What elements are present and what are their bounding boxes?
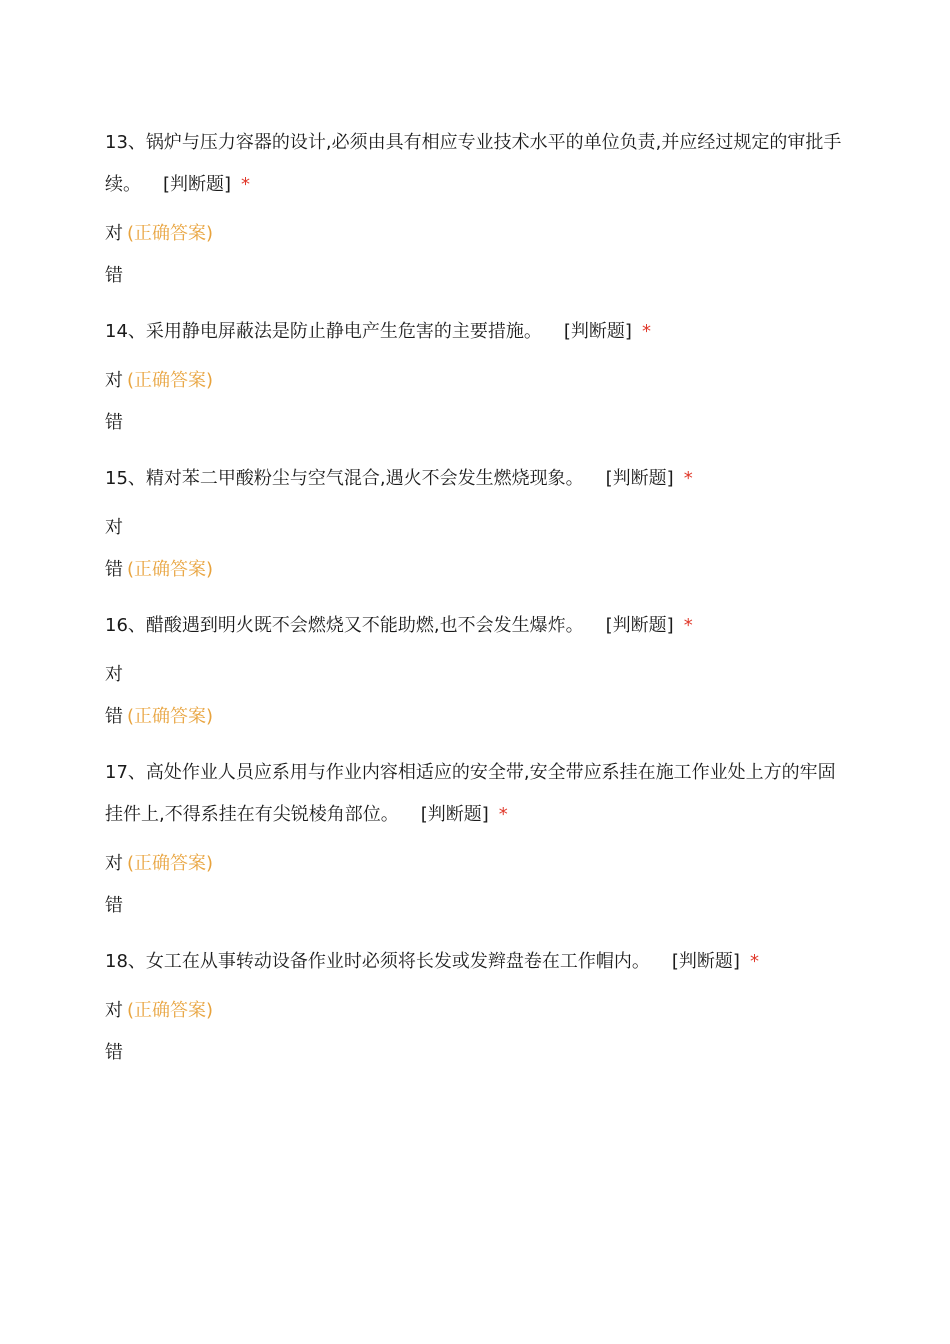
question-type-tag: [判断题] — [605, 468, 674, 489]
question-text: 锅炉与压力容器的设计,必须由具有相应专业技术水平的单位负责,并应经过规定的审批手续。 — [105, 132, 842, 195]
required-asterisk: * — [749, 951, 759, 972]
option-label: 对 — [105, 853, 123, 874]
correct-answer-mark: (正确答案) — [127, 1000, 214, 1021]
option-label: 对 — [105, 370, 123, 391]
question-type-tag: [判断题] — [163, 174, 232, 195]
option-false[interactable] — [105, 704, 213, 730]
option-label: 错 — [105, 412, 123, 433]
question-type-tag: [判断题] — [605, 615, 674, 636]
option-true[interactable] — [105, 851, 213, 877]
question-number: 15、 — [105, 468, 146, 489]
question-type-tag: [判断题] — [671, 951, 740, 972]
option-false[interactable] — [105, 1040, 127, 1066]
option-false[interactable] — [105, 893, 127, 919]
question-15 — [105, 458, 850, 500]
option-label: 错 — [105, 706, 123, 727]
option-label: 对 — [105, 1000, 123, 1021]
option-true[interactable] — [105, 515, 127, 541]
question-number: 13、 — [105, 132, 146, 153]
correct-answer-mark: (正确答案) — [127, 559, 214, 580]
required-asterisk: * — [498, 804, 508, 825]
required-asterisk: * — [641, 321, 651, 342]
option-label: 错 — [105, 265, 123, 286]
option-label: 错 — [105, 1042, 123, 1063]
required-asterisk: * — [241, 174, 251, 195]
correct-answer-mark: (正确答案) — [127, 370, 214, 391]
correct-answer-mark: (正确答案) — [127, 706, 214, 727]
option-label: 错 — [105, 895, 123, 916]
question-type-tag: [判断题] — [563, 321, 632, 342]
question-14 — [105, 311, 850, 353]
question-text: 醋酸遇到明火既不会燃烧又不能助燃,也不会发生爆炸。 — [145, 615, 584, 636]
correct-answer-mark: (正确答案) — [127, 223, 214, 244]
question-text: 精对苯二甲酸粉尘与空气混合,遇火不会发生燃烧现象。 — [145, 468, 584, 489]
question-number: 17、 — [105, 762, 146, 783]
question-number: 18、 — [105, 951, 146, 972]
question-type-tag: [判断题] — [420, 804, 489, 825]
question-16 — [105, 605, 850, 647]
correct-answer-mark: (正确答案) — [127, 853, 214, 874]
question-text: 高处作业人员应系用与作业内容相适应的安全带,安全带应系挂在施工作业处上方的牢固挂件上,不得系挂在有尖锐棱角部位。 — [105, 762, 836, 825]
question-18 — [105, 941, 850, 983]
required-asterisk: * — [683, 615, 693, 636]
question-13 — [105, 122, 850, 206]
option-label: 错 — [105, 559, 123, 580]
question-number: 16、 — [105, 615, 146, 636]
option-label: 对 — [105, 664, 123, 685]
option-label: 对 — [105, 517, 123, 538]
question-number: 14、 — [105, 321, 146, 342]
question-17 — [105, 752, 850, 836]
option-label: 对 — [105, 223, 123, 244]
question-text: 女工在从事转动设备作业时必须将长发或发辫盘卷在工作帽内。 — [145, 951, 650, 972]
option-true[interactable] — [105, 662, 127, 688]
option-false[interactable] — [105, 557, 213, 583]
option-false[interactable] — [105, 263, 127, 289]
option-false[interactable] — [105, 410, 127, 436]
question-text: 采用静电屏蔽法是防止静电产生危害的主要措施。 — [145, 321, 542, 342]
required-asterisk: * — [683, 468, 693, 489]
option-true[interactable] — [105, 998, 213, 1024]
option-true[interactable] — [105, 221, 213, 247]
option-true[interactable] — [105, 368, 213, 394]
